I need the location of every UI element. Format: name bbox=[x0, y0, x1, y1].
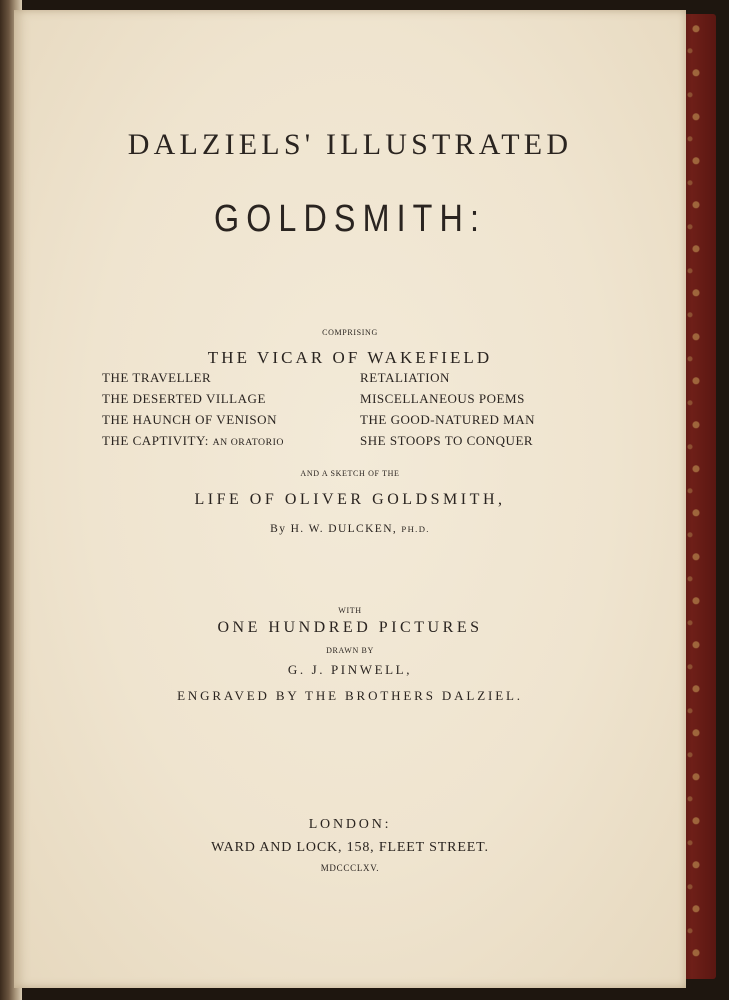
life-title: LIFE OF OLIVER GOLDSMITH, bbox=[194, 491, 506, 508]
title-line-1: DALZIELS' ILLUSTRATED bbox=[127, 128, 573, 161]
work-left-4-subtitle: AN ORATORIO bbox=[212, 437, 284, 448]
drawn-by-label: DRAWN BY bbox=[326, 646, 374, 655]
author-line bbox=[14, 523, 686, 535]
work-right-2: MISCELLANEOUS POEMS bbox=[360, 391, 525, 406]
imprint-year: MDCCCLXV. bbox=[320, 863, 380, 873]
work-right-3: THE GOOD-NATURED MAN bbox=[360, 412, 536, 427]
illustrator-name: G. J. PINWELL, bbox=[287, 662, 413, 677]
engraver-line: ENGRAVED BY THE BROTHERS DALZIEL. bbox=[177, 688, 523, 703]
work-left-1: THE TRAVELLER bbox=[102, 370, 212, 385]
work-right-4: SHE STOOPS TO CONQUER bbox=[360, 433, 534, 448]
work-left-4 bbox=[102, 433, 284, 449]
imprint-city: LONDON: bbox=[308, 817, 392, 832]
work-left-2: THE DESERTED VILLAGE bbox=[102, 391, 266, 406]
with-label: WITH bbox=[338, 606, 362, 615]
author-name: H. W. DULCKEN, bbox=[290, 523, 398, 535]
pictures-line: ONE HUNDRED PICTURES bbox=[217, 619, 483, 636]
title-line-2: GOLDSMITH: bbox=[213, 198, 487, 240]
work-right-1: RETALIATION bbox=[360, 370, 450, 385]
author-by: By bbox=[270, 523, 287, 535]
work-left-4-title: THE CAPTIVITY: bbox=[102, 433, 209, 448]
author-degree: PH.D. bbox=[401, 524, 430, 534]
main-work-title: THE VICAR OF WAKEFIELD bbox=[207, 348, 493, 367]
comprising-label: COMPRISING bbox=[322, 328, 378, 337]
imprint-publisher: WARD AND LOCK, 158, FLEET STREET. bbox=[211, 840, 489, 855]
work-left-3: THE HAUNCH OF VENISON bbox=[102, 412, 277, 427]
title-page bbox=[14, 10, 686, 988]
and-sketch-label: AND A SKETCH OF THE bbox=[300, 469, 400, 478]
